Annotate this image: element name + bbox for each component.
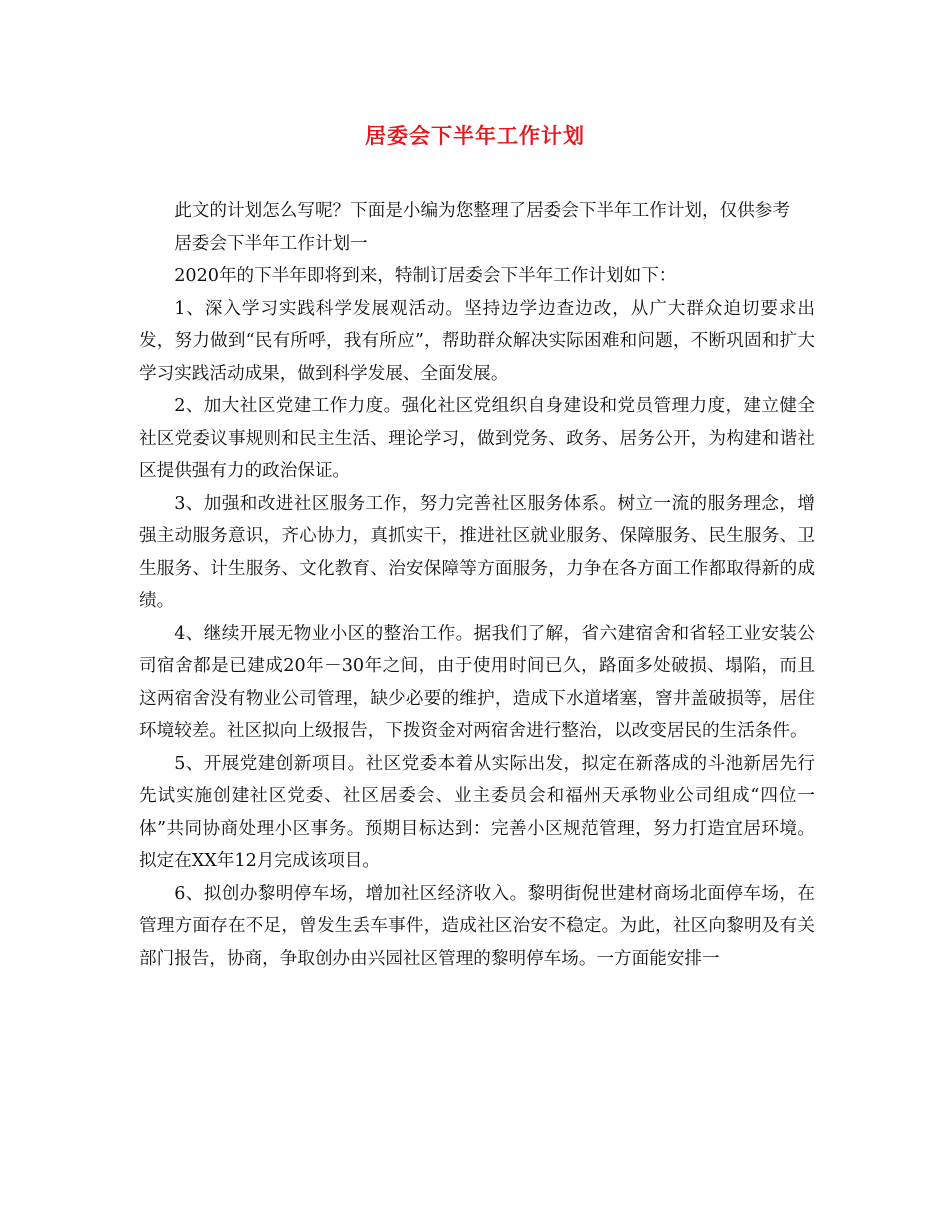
plan-item-1: 1、深入学习实践科学发展观活动。坚持边学边查边改，从广大群众迫切要求出发，努力做到“民有所呼，我有所应”，帮助群众解决实际困难和问题，不断巩固和扩大学习实践活动成果，做到科学发展、全面发展。 <box>139 298 815 384</box>
plan-item-3: 3、加强和改进社区服务工作，努力完善社区服务体系。树立一流的服务理念，增强主动服务意识，齐心协力，真抓实干，推进社区就业服务、保障服务、民生服务、卫生服务、计生服务、文化教育、治安保障等方面服务，力争在各方面工作都取得新的成绩。 <box>139 493 815 611</box>
document-body <box>139 195 815 975</box>
document-title: 居委会下半年工作计划 <box>365 123 585 148</box>
intro-paragraph: 此文的计划怎么写呢？下面是小编为您整理了居委会下半年工作计划，仅供参考 <box>174 201 790 221</box>
plan-item-6: 6、拟创办黎明停车场，增加社区经济收入。黎明街倪世建材商场北面停车场，在管理方面存在不足，曾发生丢车事件，造成社区治安不稳定。为此，社区向黎明及有关部门报告，协商，争取创办由兴园社区管理的黎明停车场。一方面能安排一 <box>139 883 815 969</box>
opening-paragraph: 2020年的下半年即将到来，特制订居委会下半年工作计划如下： <box>174 266 677 286</box>
plan-item-2: 2、加大社区党建工作力度。强化社区党组织自身建设和党员管理力度，建立健全社区党委议事规则和民主生活、理论学习，做到党务、政务、居务公开，为构建和谐社区提供强有力的政治保证。 <box>139 396 815 481</box>
section-heading: 居委会下半年工作计划一 <box>174 233 368 254</box>
plan-item-5: 5、开展党建创新项目。社区党委本着从实际出发，拟定在新落成的斗池新居先行先试实施创建社区党委、社区居委会、业主委员会和福州天承物业公司组成“四位一体”共同协商处理小区事务。预期目标达到：完善小区规范管理，努力打造宜居环境。拟定在XX年12月完成该项目。 <box>139 753 815 871</box>
plan-item-4: 4、继续开展无物业小区的整治工作。据我们了解，省六建宿舍和省轻工业安装公司宿舍都是已建成20年－30年之间，由于使用时间已久，路面多处破损、塌陷，而且这两宿舍没有物业公司管理，缺少必要的维护，造成下水道堵塞，窨井盖破损等，居住环境较差。社区拟向上级报告，下拨资金对两宿舍进行整治，以改变居民的生活条件。 <box>139 623 815 741</box>
